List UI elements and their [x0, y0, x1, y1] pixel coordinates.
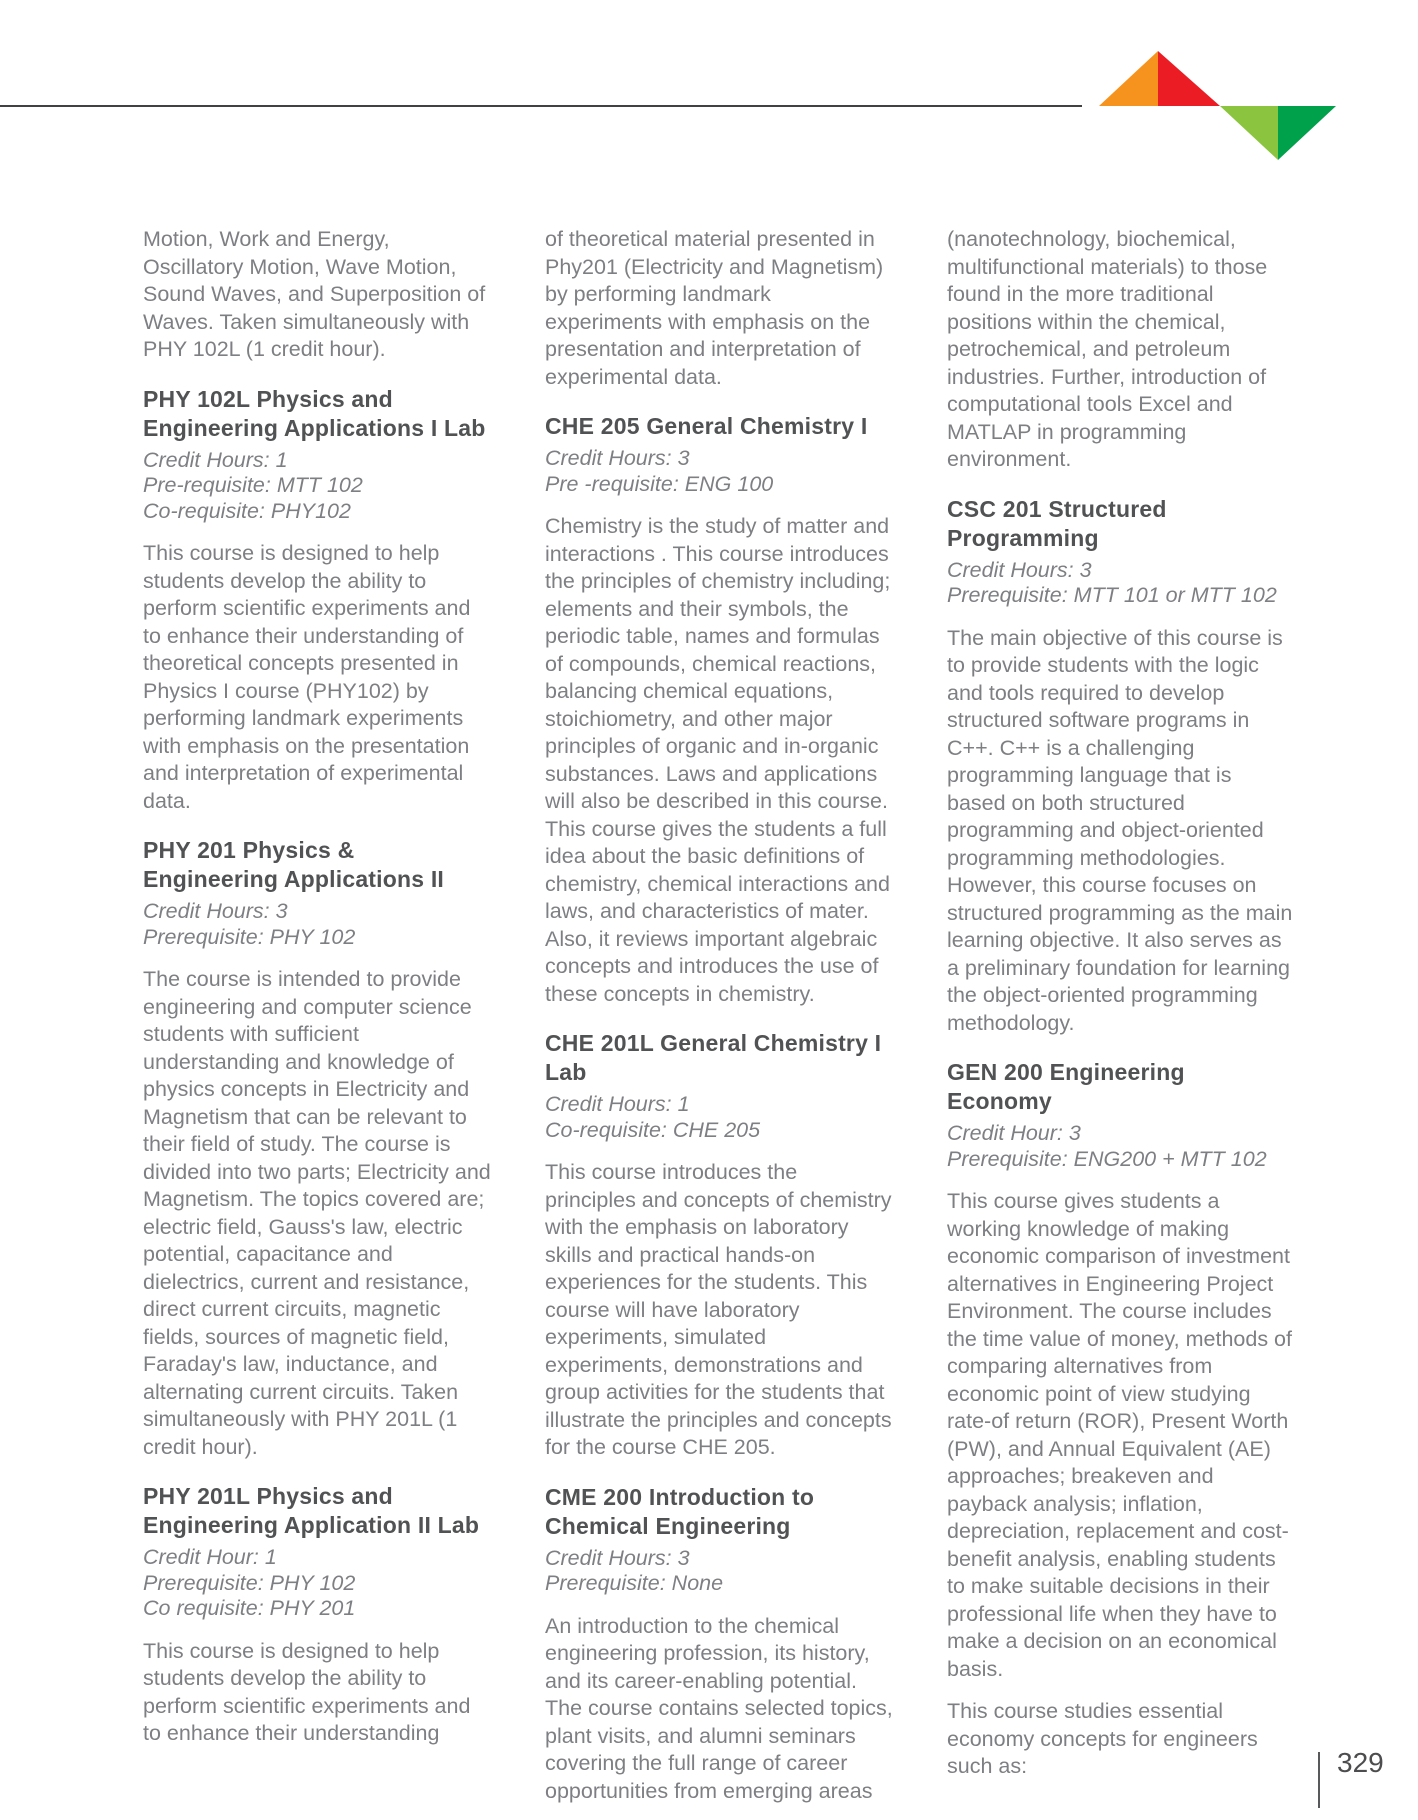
course-meta-line: Credit Hour: 1: [143, 1545, 277, 1569]
course-meta-line: Credit Hours: 3: [143, 899, 288, 923]
logo: [1099, 51, 1336, 160]
course-heading: PHY 201 Physics & Engineering Applications II: [143, 837, 445, 892]
course-paragraph: This course is designed to help students develop the ability to perform scientific experiments and to enhance their understanding: [143, 1638, 471, 1745]
course-meta-line: Prerequisite: None: [545, 1571, 724, 1595]
course-meta: [143, 1545, 491, 1622]
course-meta: [947, 558, 1295, 609]
course-meta-line: Co requisite: PHY 201: [143, 1596, 356, 1620]
course-meta-line: Prerequisite: ENG200 + MTT 102: [947, 1146, 1267, 1171]
course-meta-line: Credit Hours: 3: [545, 1545, 690, 1570]
course-meta-line: Co-requisite: CHE 205: [545, 1117, 761, 1142]
course-paragraph: The course is intended to provide engineering and computer science students with sufficient understanding and knowledge of physics concepts in Electricity and Magnetism that can be relevant to their field of study. The course is divided into two parts; Electricity and Magnetism. The topics covered are; electric field, Gauss's law, electric potential, capacitance and dielectrics, current and resistance, direct current circuits, magnetic fields, sources of magnetic field, Faraday's law, inductance, and alternating current circuits. Taken simultaneously with PHY 201L (1 credit hour).: [143, 967, 491, 1459]
course-paragraph: Chemistry is the study of matter and interactions . This course introduces the principles of chemistry including; elements and their symbols, the periodic table, names and formulas of compounds, chemical reactions, balancing chemical equations, stoichiometry, and other major principles of organic and in-organic substances. Laws and applications will also be described in this course. This course gives the students a full idea about the basic definitions of chemistry, chemical interactions and laws, and characteristics of mater. Also, it reviews important algebraic concepts and introduces the use of these concepts in chemistry.: [545, 514, 891, 1006]
course-meta-line: Credit Hours: 3: [947, 557, 1092, 582]
column-right: [947, 226, 1295, 1820]
logo-triangle-darkgreen-icon: [1278, 106, 1336, 160]
course-meta: [545, 446, 893, 497]
course-meta-line: Co-requisite: PHY102: [143, 498, 351, 523]
course-meta-line: Pre -requisite: ENG 100: [545, 471, 774, 496]
course-meta-line: Credit Hour: 3: [947, 1121, 1081, 1145]
course-paragraph: This course studies essential economy concepts for engineers such as:: [947, 1699, 1258, 1778]
course-meta: [545, 1546, 893, 1597]
course-columns: [143, 226, 1295, 1820]
logo-triangle-red-icon: [1158, 51, 1220, 106]
course-meta-line: Prerequisite: PHY 102: [143, 1570, 356, 1595]
course-meta-line: Credit Hours: 3: [545, 446, 690, 470]
page-number: 329: [1337, 1747, 1384, 1778]
course-meta-line: Credit Hours: 1: [143, 447, 288, 472]
course-paragraph: of theoretical material presented in Phy201 (Electricity and Magnetism) by performing landmark experiments with emphasis on the presentation and interpretation of experimental data.: [545, 227, 884, 389]
course-paragraph: Motion, Work and Energy, Oscillatory Motion, Wave Motion, Sound Waves, and Superposition of Waves. Taken simultaneously with PHY 102L (1 credit hour).: [143, 227, 486, 361]
course-meta-line: Prerequisite: PHY 102: [143, 924, 356, 949]
column-middle: [545, 226, 893, 1820]
course-paragraph: This course gives students a working knowledge of making economic comparison of investment alternatives in Engineering Project Environment. The course includes the time value of money, methods of comparing alternatives from economic point of view studying rate-of return (ROR), Present Worth (PW), and Annual Equivalent (AE) approaches; breakeven and payback analysis; inflation, depreciation, replacement and cost-benefit analysis, enabling students to make suitable decisions in their professional life when they have to make a decision on an economical basis.: [947, 1189, 1292, 1681]
course-meta-line: Credit Hours: 1: [545, 1092, 690, 1116]
course-heading: CME 200 Introduction to Chemical Engineering: [545, 1483, 815, 1539]
course-meta: [143, 899, 491, 950]
course-paragraph: An introduction to the chemical engineering profession, its history, and its career-enabling potential. The course contains selected topics, plant visits, and alumni seminars covering the full range of career opportunities from emerging areas: [545, 1613, 893, 1803]
course-paragraph: The main objective of this course is to provide students with the logic and tools required to develop structured software programs in C++. C++ is a challenging programming language that is based on both structured programming and object-oriented programming methodologies. However, this course focuses on structured programming as the main learning objective. It also serves as a preliminary foundation for learning the object-oriented programming methodology.: [947, 625, 1293, 1035]
header-rule: [0, 105, 1082, 107]
course-heading: CSC 201 Structured Programming: [947, 495, 1167, 551]
course-meta: [947, 1121, 1295, 1172]
course-heading: CHE 201L General Chemistry I Lab: [545, 1030, 882, 1085]
course-meta: [143, 448, 491, 525]
course-meta-line: Pre-requisite: MTT 102: [143, 473, 363, 497]
course-heading: PHY 201L Physics and Engineering Application II Lab: [143, 1483, 480, 1538]
course-meta-line: Prerequisite: MTT 101 or MTT 102: [947, 583, 1277, 607]
footer-rule: [1318, 1752, 1320, 1808]
column-left: [143, 226, 491, 1820]
course-meta: [545, 1092, 893, 1143]
course-heading: PHY 102L Physics and Engineering Applications I Lab: [143, 385, 486, 441]
course-paragraph: (nanotechnology, biochemical, multifunctional materials) to those found in the more traditional positions within the chemical, petrochemical, and petroleum industries. Further, introduction of computational tools Excel and MATLAP in programming environment.: [947, 227, 1268, 471]
course-heading: CHE 205 General Chemistry I: [545, 413, 868, 439]
course-paragraph: This course introduces the principles and concepts of chemistry with the emphasis on laboratory skills and practical hands-on experiences for the students. This course will have laboratory experiments, simulated experiments, demonstrations and group activities for the students that illustrate the principles and concepts for the course CHE 205.: [545, 1160, 892, 1459]
logo-triangle-orange-icon: [1099, 51, 1158, 106]
course-paragraph: This course is designed to help students develop the ability to perform scientific experiments and to enhance their understanding of theoretical concepts presented in Physics I course (PHY102) by performing landmark experiments with emphasis on the presentation and interpretation of experimental data.: [143, 541, 471, 813]
logo-triangle-lightgreen-icon: [1220, 106, 1278, 160]
course-heading: GEN 200 Engineering Economy: [947, 1059, 1185, 1114]
